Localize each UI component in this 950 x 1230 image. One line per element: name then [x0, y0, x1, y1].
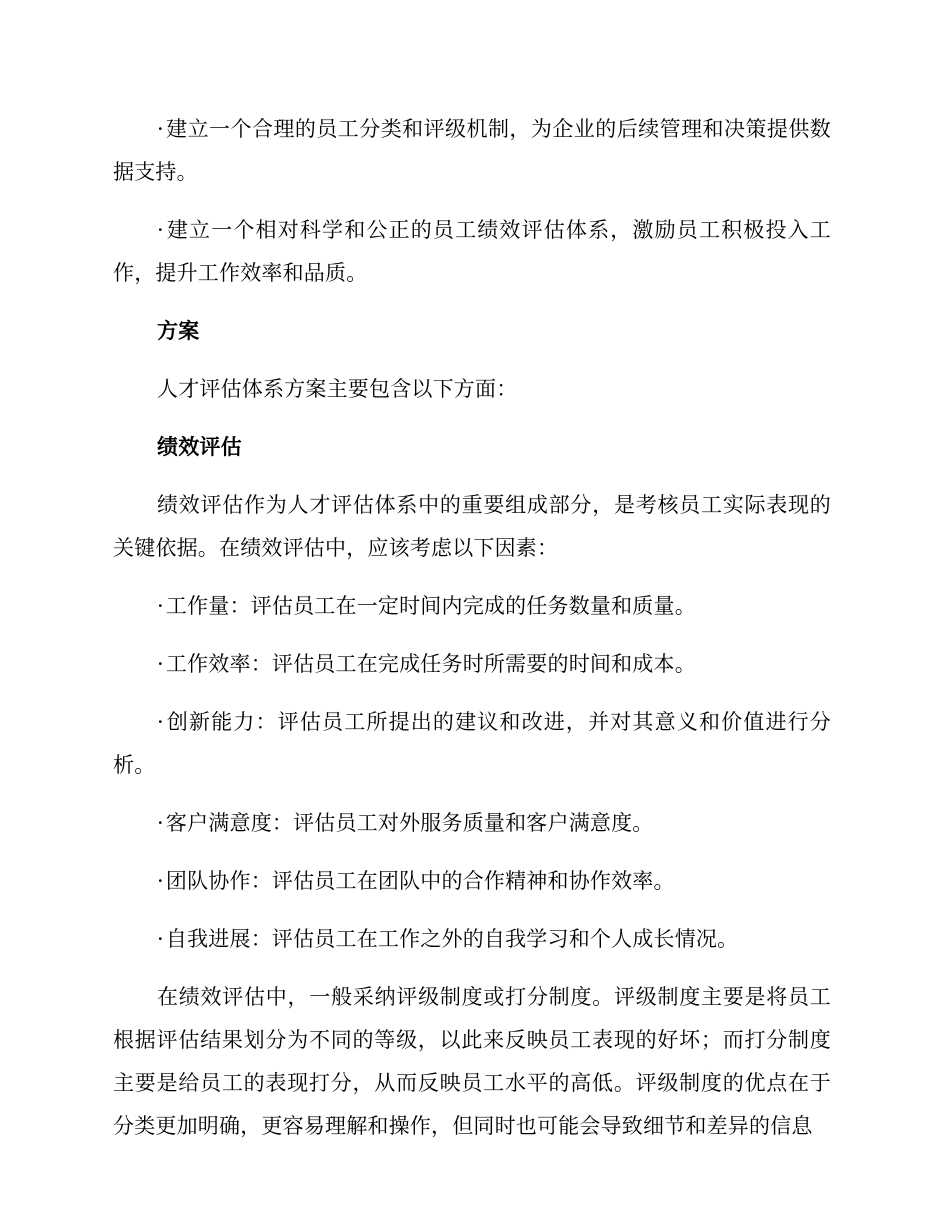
bullet-text: 团队协作：评估员工在团队中的合作精神和协作效率。: [165, 869, 675, 893]
bullet-marker: ·: [157, 869, 164, 893]
bullet-marker: ·: [157, 710, 164, 734]
bullet-text: 工作量：评估员工在一定时间内完成的任务数量和质量。: [165, 594, 696, 618]
document-body: [113, 108, 831, 1163]
section-heading-plan: 方案: [157, 319, 200, 343]
bullet-text: 自我进展：评估员工在工作之外的自我学习和个人成长情况。: [165, 927, 739, 951]
bullet-marker: ·: [157, 594, 164, 618]
paragraph-plan-intro: 人才评估体系方案主要包含以下方面：: [157, 377, 518, 401]
bullet-item-efficiency: [113, 643, 831, 686]
bullet-item-innovation: [113, 701, 831, 787]
bullet-item-workload: [113, 585, 831, 628]
bullet-text: 客户满意度：评估员工对外服务质量和客户满意度。: [165, 811, 654, 835]
paragraph-rating-vs-scoring: 在绩效评估中，一般采纳评级制度或打分制度。评级制度主要是将员工根据评估结果划分为不同的等级，以此来反映员工表现的好坏；而打分制度主要是给员工的表现打分，从而反映员工水平的高低。评级制度的优点在于分类更加明确，更容易理解和操作，但同时也可能会导致细节和差异的信息: [113, 985, 831, 1138]
bullet-item-data-support: [113, 108, 831, 194]
section-heading-performance: 绩效评估: [157, 435, 242, 459]
paragraph-performance-intro: 绩效评估作为人才评估体系中的重要组成部分，是考核员工实际表现的关键依据。在绩效评估中，应该考虑以下因素：: [113, 493, 831, 560]
bullet-item-performance-system: [113, 209, 831, 295]
bullet-item-customer-satisfaction: [113, 802, 831, 845]
bullet-marker: ·: [157, 652, 164, 676]
bullet-item-self-development: [113, 918, 831, 961]
bullet-text: 建立一个合理的员工分类和评级机制，为企业的后续管理和决策提供数据支持。: [113, 117, 831, 184]
bullet-marker: ·: [157, 218, 164, 242]
bullet-text: 创新能力：评估员工所提出的建议和改进，并对其意义和价值进行分析。: [113, 710, 831, 777]
bullet-marker: ·: [157, 117, 164, 141]
bullet-text: 建立一个相对科学和公正的员工绩效评估体系，激励员工积极投入工作，提升工作效率和品质。: [113, 218, 831, 285]
bullet-item-teamwork: [113, 860, 831, 903]
bullet-text: 工作效率：评估员工在完成任务时所需要的时间和成本。: [165, 652, 696, 676]
bullet-marker: ·: [157, 927, 164, 951]
bullet-marker: ·: [157, 811, 164, 835]
